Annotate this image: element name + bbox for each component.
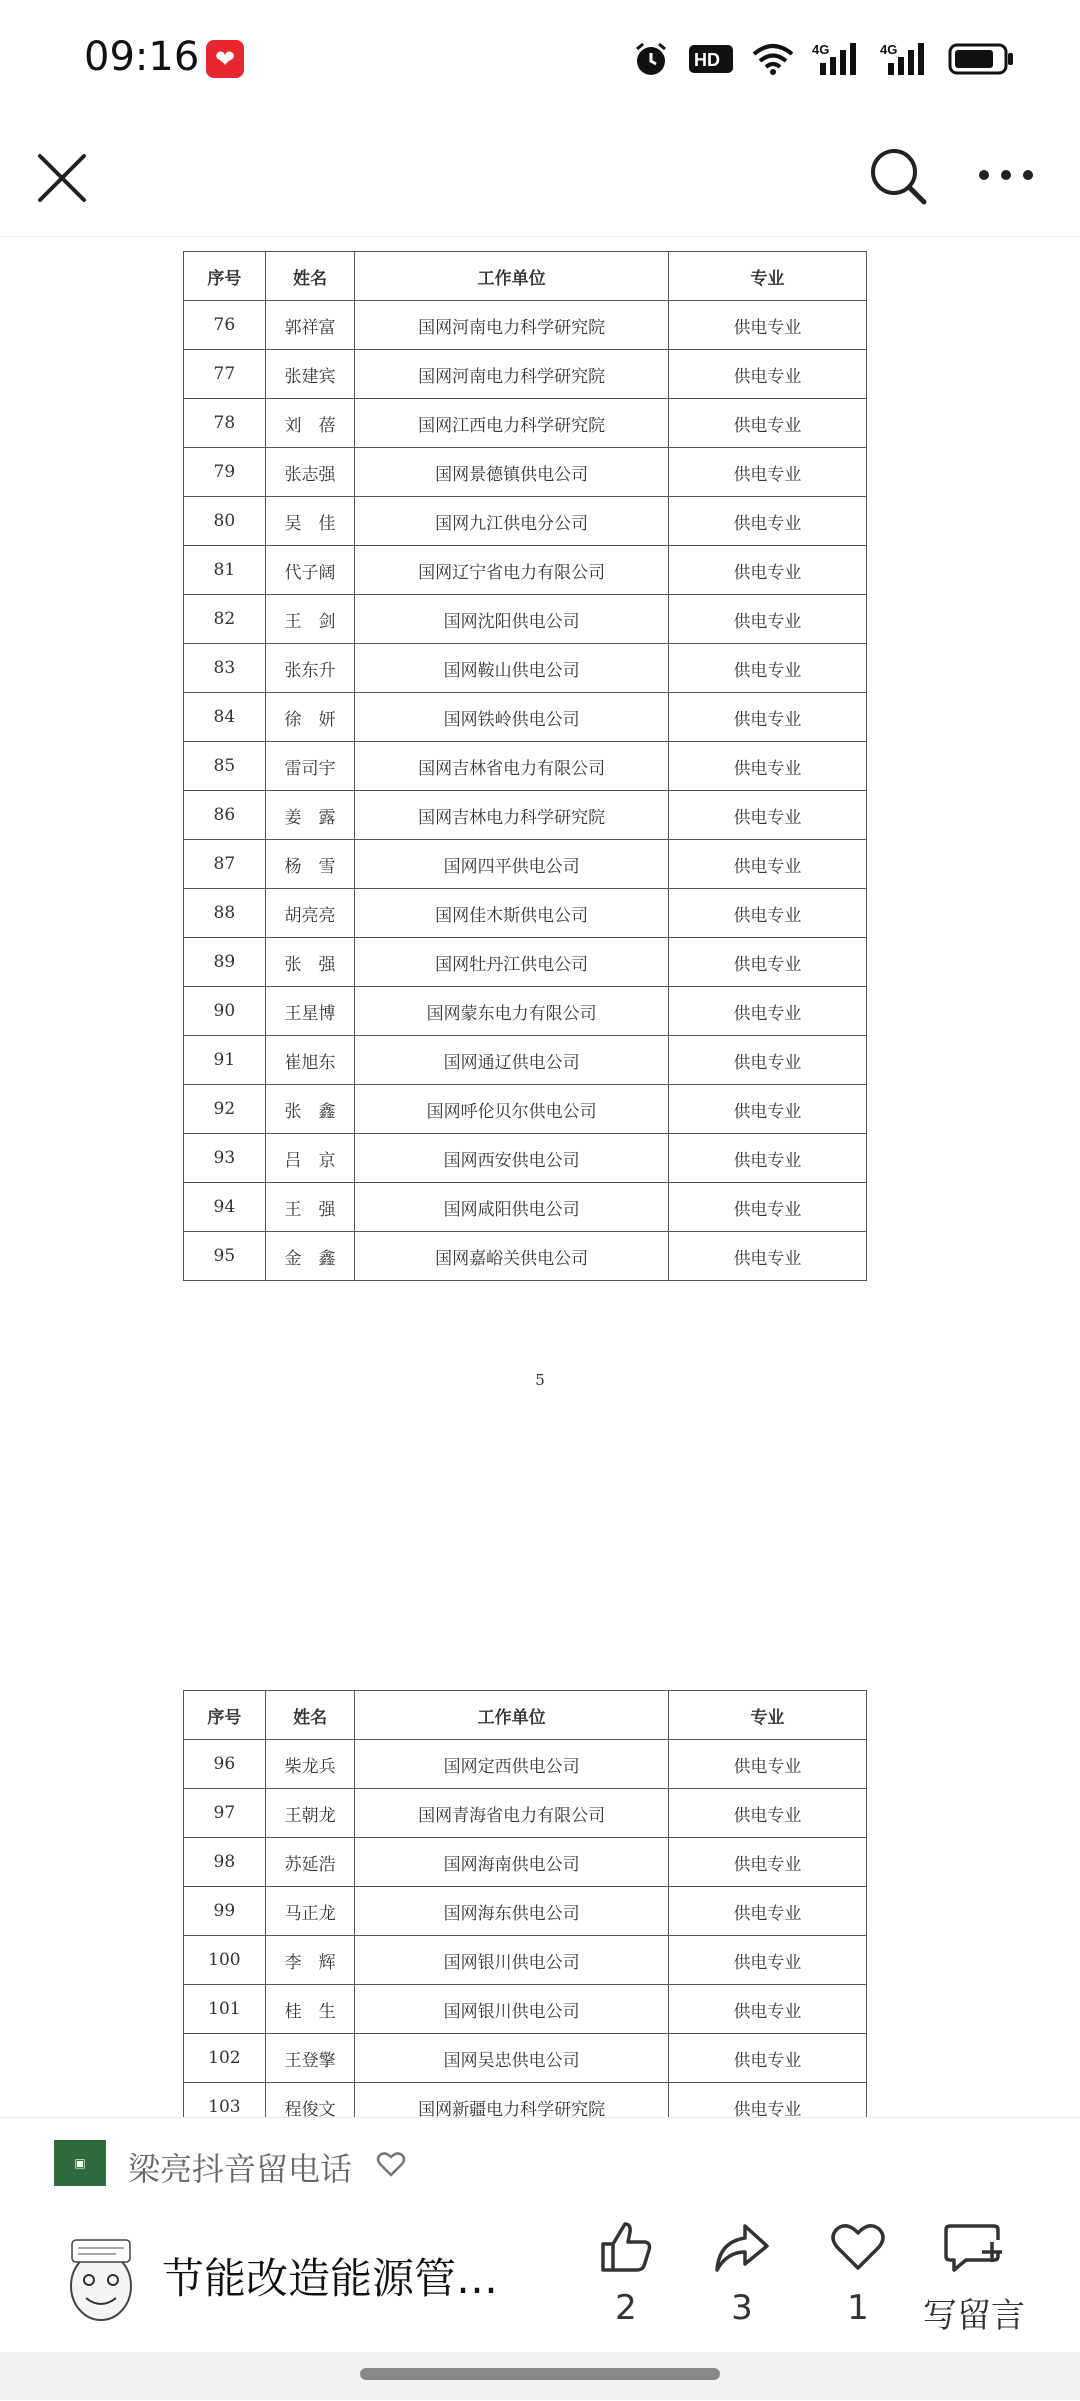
- svg-text:HD: HD: [694, 50, 720, 70]
- cell-name: 苏延浩: [265, 1838, 355, 1887]
- table1-body: [184, 301, 867, 1281]
- battery-icon: [948, 43, 1014, 75]
- cell-unit: 国网吴忠供电公司: [355, 2034, 668, 2083]
- cell-unit: 国网佳木斯供电公司: [355, 889, 668, 938]
- table-row: [184, 742, 867, 791]
- table-header-row: [184, 1691, 867, 1740]
- cell-index: 97: [184, 1789, 266, 1838]
- cell-major: 供电专业: [668, 1887, 866, 1936]
- cell-major: 供电专业: [668, 987, 866, 1036]
- cell-major: 供电专业: [668, 889, 866, 938]
- 4g-signal-icon: [812, 41, 862, 77]
- cell-name: 杨 雪: [265, 840, 355, 889]
- cell-unit: 国网通辽供电公司: [355, 1036, 668, 1085]
- table-row: [184, 644, 867, 693]
- cell-name: 金 鑫: [265, 1232, 355, 1281]
- header-name: 姓名: [265, 1691, 355, 1740]
- favorite-button[interactable]: [798, 2218, 918, 2328]
- account-name[interactable]: 梁亮抖音留电话: [128, 2150, 353, 2188]
- header-unit: 工作单位: [355, 252, 668, 301]
- header-name: 姓名: [265, 252, 355, 301]
- cell-major: 供电专业: [668, 742, 866, 791]
- status-icons: [632, 40, 1014, 78]
- cell-unit: 国网蒙东电力有限公司: [355, 987, 668, 1036]
- table-row: [184, 1740, 867, 1789]
- table-row: [184, 546, 867, 595]
- cell-name: 王星博: [265, 987, 355, 1036]
- status-time: 09:16: [84, 34, 200, 80]
- cell-index: 77: [184, 350, 266, 399]
- heart-outline-icon[interactable]: [376, 2150, 406, 2178]
- cell-name: 马正龙: [265, 1887, 355, 1936]
- cell-name: 王朝龙: [265, 1789, 355, 1838]
- table-row: [184, 889, 867, 938]
- cell-major: 供电专业: [668, 1085, 866, 1134]
- cell-index: 81: [184, 546, 266, 595]
- cell-unit: 国网牡丹江供电公司: [355, 938, 668, 987]
- cell-unit: 国网海东供电公司: [355, 1887, 668, 1936]
- cell-unit: 国网辽宁省电力有限公司: [355, 546, 668, 595]
- cell-unit: 国网西安供电公司: [355, 1134, 668, 1183]
- cell-index: 83: [184, 644, 266, 693]
- svg-text:4G: 4G: [812, 42, 830, 57]
- header-major: 专业: [668, 1691, 866, 1740]
- cell-unit: 国网吉林电力科学研究院: [355, 791, 668, 840]
- table-row: [184, 1085, 867, 1134]
- cell-unit: 国网海南供电公司: [355, 1838, 668, 1887]
- table-row: [184, 350, 867, 399]
- hd-icon: [688, 42, 734, 76]
- table-row: [184, 595, 867, 644]
- cell-major: 供电专业: [668, 1838, 866, 1887]
- comment-icon: [944, 2218, 1004, 2276]
- header-index: 序号: [184, 252, 266, 301]
- cell-major: 供电专业: [668, 350, 866, 399]
- cell-major: 供电专业: [668, 497, 866, 546]
- write-comment-button[interactable]: [914, 2218, 1034, 2337]
- more-icon[interactable]: [976, 160, 1036, 190]
- cell-name: 吕 京: [265, 1134, 355, 1183]
- cell-name: 桂 生: [265, 1985, 355, 2034]
- table-row: [184, 2034, 867, 2083]
- cell-unit: 国网嘉峪关供电公司: [355, 1232, 668, 1281]
- cell-name: 胡亮亮: [265, 889, 355, 938]
- cell-index: 96: [184, 1740, 266, 1789]
- cell-unit: 国网河南电力科学研究院: [355, 301, 668, 350]
- cell-index: 102: [184, 2034, 266, 2083]
- cell-major: 供电专业: [668, 1936, 866, 1985]
- svg-text:4G: 4G: [880, 42, 898, 57]
- table-header-row: [184, 252, 867, 301]
- cell-name: 徐 妍: [265, 693, 355, 742]
- cell-major: 供电专业: [668, 1232, 866, 1281]
- status-bar: [0, 0, 1080, 120]
- cell-index: 95: [184, 1232, 266, 1281]
- cell-unit: 国网银川供电公司: [355, 1985, 668, 2034]
- account-logo[interactable]: ▣: [54, 2140, 106, 2186]
- cell-index: 100: [184, 1936, 266, 1985]
- table-row: [184, 1134, 867, 1183]
- table-row: [184, 1183, 867, 1232]
- cell-unit: 国网新疆电力科学研究院: [355, 2083, 668, 2118]
- alarm-icon: [632, 40, 670, 78]
- cell-major: 供电专业: [668, 1134, 866, 1183]
- like-button[interactable]: [566, 2218, 686, 2328]
- author-avatar[interactable]: [64, 2236, 138, 2326]
- cell-name: 代子阔: [265, 546, 355, 595]
- table-row: [184, 399, 867, 448]
- cell-index: 91: [184, 1036, 266, 1085]
- table-row: [184, 1985, 867, 2034]
- cell-index: 87: [184, 840, 266, 889]
- cell-name: 姜 露: [265, 791, 355, 840]
- cell-major: 供电专业: [668, 595, 866, 644]
- top-nav-bar: [0, 120, 1080, 237]
- share-icon: [713, 2218, 771, 2276]
- cell-name: 王 剑: [265, 595, 355, 644]
- write-comment-label: 写留言: [923, 2296, 1025, 2336]
- cell-major: 供电专业: [668, 791, 866, 840]
- cell-index: 99: [184, 1887, 266, 1936]
- staff-table-page6: [183, 1690, 867, 2117]
- cell-name: 柴龙兵: [265, 1740, 355, 1789]
- cell-major: 供电专业: [668, 644, 866, 693]
- thumbs-up-icon: [597, 2218, 655, 2276]
- header-major: 专业: [668, 252, 866, 301]
- cell-unit: 国网定西供电公司: [355, 1740, 668, 1789]
- cell-major: 供电专业: [668, 1740, 866, 1789]
- table-row: [184, 693, 867, 742]
- cell-unit: 国网呼伦贝尔供电公司: [355, 1085, 668, 1134]
- 4g-signal-icon: [880, 41, 930, 77]
- cell-index: 88: [184, 889, 266, 938]
- cell-major: 供电专业: [668, 938, 866, 987]
- home-indicator: [0, 2352, 1080, 2400]
- table-row: [184, 791, 867, 840]
- cell-index: 98: [184, 1838, 266, 1887]
- table-row: [184, 938, 867, 987]
- cell-index: 80: [184, 497, 266, 546]
- table-row: [184, 1887, 867, 1936]
- cell-unit: 国网银川供电公司: [355, 1936, 668, 1985]
- cell-unit: 国网鞍山供电公司: [355, 644, 668, 693]
- cell-name: 张 强: [265, 938, 355, 987]
- table-row: [184, 1036, 867, 1085]
- table-row: [184, 1838, 867, 1887]
- table-row: [184, 497, 867, 546]
- cell-index: 101: [184, 1985, 266, 2034]
- cell-unit: 国网铁岭供电公司: [355, 693, 668, 742]
- table-row: [184, 448, 867, 497]
- cell-name: 刘 蓓: [265, 399, 355, 448]
- cell-major: 供电专业: [668, 301, 866, 350]
- cell-index: 90: [184, 987, 266, 1036]
- cell-name: 雷司宇: [265, 742, 355, 791]
- cell-index: 93: [184, 1134, 266, 1183]
- cell-major: 供电专业: [668, 448, 866, 497]
- table-row: [184, 2083, 867, 2118]
- cell-name: 吴 佳: [265, 497, 355, 546]
- close-icon[interactable]: [32, 148, 92, 208]
- cell-index: 86: [184, 791, 266, 840]
- cell-unit: 国网吉林省电力有限公司: [355, 742, 668, 791]
- cell-index: 78: [184, 399, 266, 448]
- cell-major: 供电专业: [668, 1789, 866, 1838]
- cell-major: 供电专业: [668, 840, 866, 889]
- cell-index: 82: [184, 595, 266, 644]
- cell-index: 92: [184, 1085, 266, 1134]
- share-button[interactable]: [682, 2218, 802, 2328]
- cell-index: 94: [184, 1183, 266, 1232]
- cell-major: 供电专业: [668, 399, 866, 448]
- cell-index: 89: [184, 938, 266, 987]
- page-number: 5: [535, 1371, 545, 1389]
- search-icon[interactable]: [866, 144, 930, 208]
- red-heart-dots-icon: ❤: [206, 40, 244, 78]
- cell-index: 79: [184, 448, 266, 497]
- cell-index: 103: [184, 2083, 266, 2118]
- heart-icon: [829, 2218, 887, 2276]
- staff-table-page5: [183, 251, 867, 1281]
- table2-body: [184, 1740, 867, 2118]
- cell-index: 85: [184, 742, 266, 791]
- cell-name: 张 鑫: [265, 1085, 355, 1134]
- cell-name: 张志强: [265, 448, 355, 497]
- favorite-count: 1: [847, 2288, 869, 2328]
- table-row: [184, 1789, 867, 1838]
- cell-unit: 国网江西电力科学研究院: [355, 399, 668, 448]
- document-viewer[interactable]: [0, 237, 1080, 2117]
- cell-name: 张建宾: [265, 350, 355, 399]
- cell-name: 李 辉: [265, 1936, 355, 1985]
- cell-index: 84: [184, 693, 266, 742]
- table-row: [184, 840, 867, 889]
- cell-major: 供电专业: [668, 1183, 866, 1232]
- cell-unit: 国网沈阳供电公司: [355, 595, 668, 644]
- cell-name: 郭祥富: [265, 301, 355, 350]
- table-row: [184, 1936, 867, 1985]
- header-unit: 工作单位: [355, 1691, 668, 1740]
- cell-major: 供电专业: [668, 1036, 866, 1085]
- header-index: 序号: [184, 1691, 266, 1740]
- cell-unit: 国网四平供电公司: [355, 840, 668, 889]
- table-row: [184, 987, 867, 1036]
- cell-unit: 国网青海省电力有限公司: [355, 1789, 668, 1838]
- table-row: [184, 1232, 867, 1281]
- cell-name: 程俊文: [265, 2083, 355, 2118]
- like-count: 2: [615, 2288, 637, 2328]
- share-count: 3: [731, 2288, 753, 2328]
- cell-major: 供电专业: [668, 693, 866, 742]
- cell-name: 张东升: [265, 644, 355, 693]
- cell-unit: 国网景德镇供电公司: [355, 448, 668, 497]
- cell-major: 供电专业: [668, 2083, 866, 2118]
- cell-name: 崔旭东: [265, 1036, 355, 1085]
- cell-unit: 国网咸阳供电公司: [355, 1183, 668, 1232]
- cell-major: 供电专业: [668, 1985, 866, 2034]
- home-bar[interactable]: [360, 2368, 720, 2380]
- cell-unit: 国网河南电力科学研究院: [355, 350, 668, 399]
- cell-name: 王 强: [265, 1183, 355, 1232]
- cell-major: 供电专业: [668, 2034, 866, 2083]
- article-title[interactable]: 节能改造能源管…: [162, 2254, 499, 2303]
- cell-unit: 国网九江供电分公司: [355, 497, 668, 546]
- wifi-icon: [752, 42, 794, 76]
- cell-index: 76: [184, 301, 266, 350]
- cell-name: 王登擎: [265, 2034, 355, 2083]
- table-row: [184, 301, 867, 350]
- cell-major: 供电专业: [668, 546, 866, 595]
